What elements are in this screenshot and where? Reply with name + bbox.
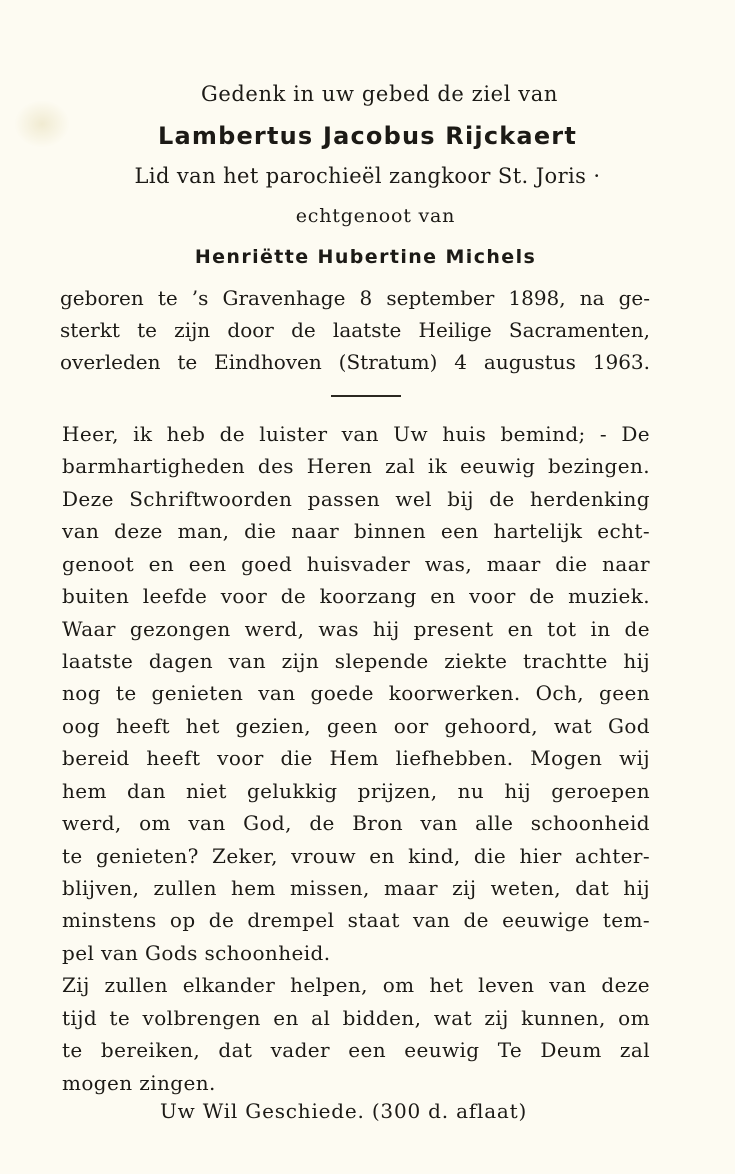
body-line: mogen zingen.	[62, 1071, 216, 1095]
section-divider	[331, 395, 401, 397]
body-line: genoot en een goed huisvader was, maar die naar	[62, 552, 650, 576]
body-line: hem dan niet gelukkig prijzen, nu hij geroepen	[62, 779, 650, 803]
closing-prayer: Uw Wil Geschiede. (300 d. aflaat)	[160, 1099, 528, 1123]
spouse-label: echtgenoot van	[295, 205, 456, 227]
body-line: Waar gezongen werd, was hij present en tot in de	[62, 617, 650, 641]
body-line: Zij zullen elkander helpen, om het leven van deze	[62, 973, 650, 997]
invocation-text: Gedenk in uw gebed de ziel van	[200, 82, 558, 106]
body-line: laatste dagen van zijn slepende ziekte trachtte hij	[62, 649, 650, 673]
body-line: werd, om van God, de Bron van alle schoonheid	[62, 811, 650, 835]
body-line: minstens op de drempel staat van de eeuwige tem-	[62, 908, 650, 932]
body-line: te bereiken, dat vader een eeuwig Te Deum zal	[62, 1038, 650, 1062]
dates-line: sterkt te zijn door de laatste Heilige Sacramenten,	[60, 318, 650, 342]
body-line: Deze Schriftwoorden passen wel bij de herdenking	[62, 487, 650, 511]
membership-text: Lid van het parochieël zangkoor St. Joris ·	[134, 164, 601, 188]
body-line: van deze man, die naar binnen een hartelijk echt-	[62, 519, 650, 543]
body-line: pel van Gods schoonheid.	[62, 941, 331, 965]
body-line: te genieten? Zeker, vrouw en kind, die hier achter-	[62, 844, 650, 868]
body-line: tijd te volbrengen en al bidden, wat zij kunnen, om	[62, 1006, 650, 1030]
body-line: blijven, zullen hem missen, maar zij weten, dat hij	[62, 876, 650, 900]
body-line: barmhartigheden des Heren zal ik eeuwig bezingen.	[62, 454, 650, 478]
body-line: nog te genieten van goede koorwerken. Och, geen	[62, 681, 650, 705]
dates-line: overleden te Eindhoven (Stratum) 4 augustus 1963.	[60, 350, 650, 374]
dates-line: geboren te ’s Gravenhage 8 september 1898, na ge-	[60, 286, 650, 310]
body-line: Heer, ik heb de luister van Uw huis bemind; - De	[62, 422, 650, 446]
spouse-name: Henriëtte Hubertine Michels	[194, 246, 537, 268]
body-line: buiten leefde voor de koorzang en voor de muziek.	[62, 584, 650, 608]
deceased-name: Lambertus Jacobus Rijckaert	[157, 122, 578, 150]
body-line: bereid heeft voor die Hem liefhebben. Mogen wij	[62, 746, 650, 770]
body-line: oog heeft het gezien, geen oor gehoord, wat God	[62, 714, 650, 738]
